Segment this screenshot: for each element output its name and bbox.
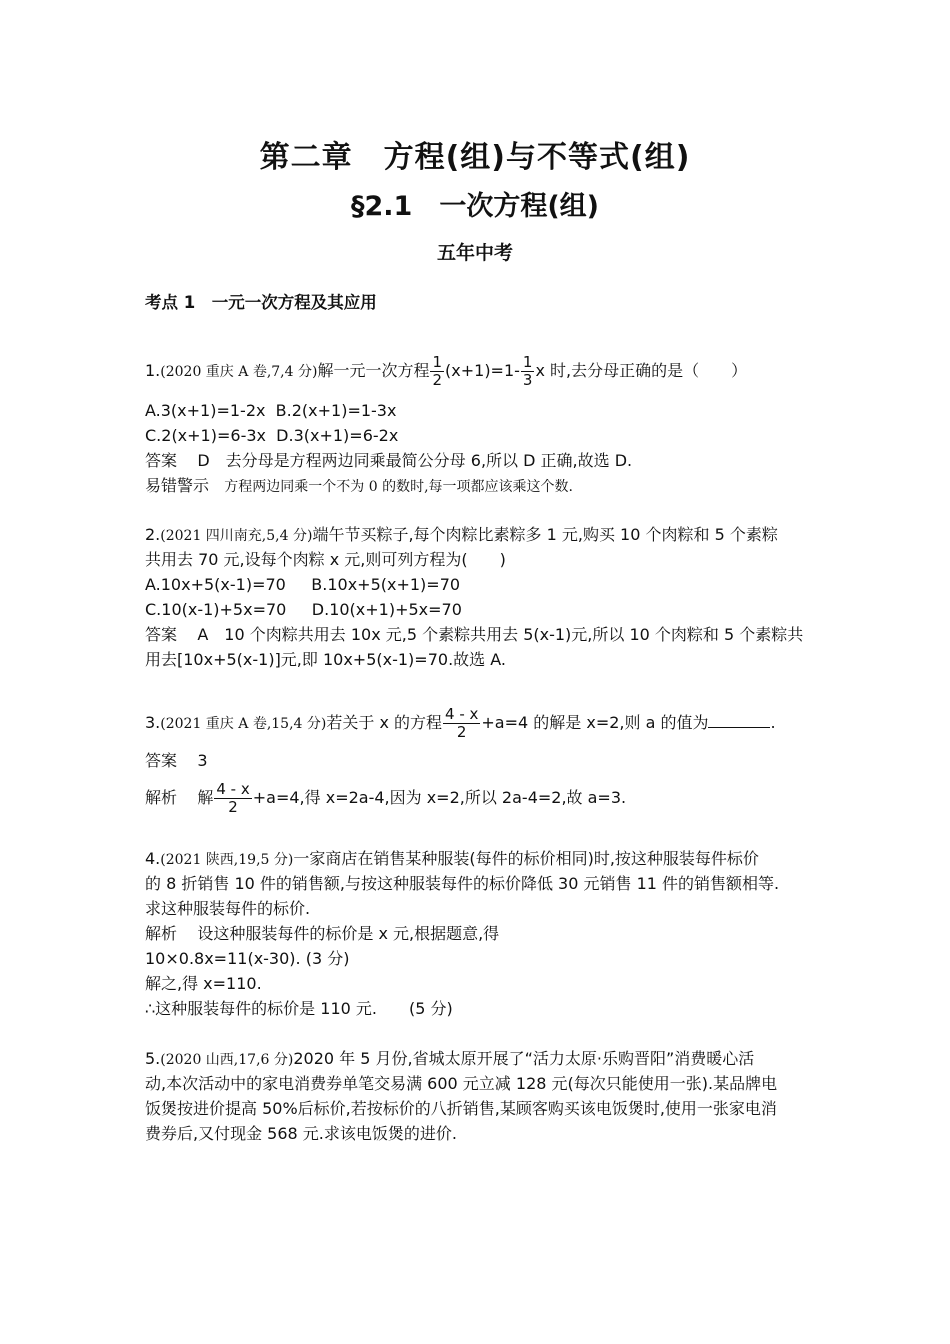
q1-fraction-1: $\frac{1}{2}$ (432, 353, 443, 389)
q2-stem-line-2: 共用去 70 元,设每个肉粽 x 元,则可列方程为( ) (145, 550, 506, 569)
q2-stem-line-1: 2.(2021 四川南充,5,4 分)端午节买粽子,每个肉粽比素粽多 1 元,购买 10 个肉粽和 5 个素粽 (145, 525, 778, 544)
q1-stem-mid: (x+1)=1- (445, 361, 520, 380)
q4-stem-line-3: 求这种服装每件的标价. (145, 899, 311, 918)
q1-stem-prefix: 解一元一次方程 (317, 361, 430, 380)
q2-option-a: A.10x+5(x-1)=70 (145, 575, 286, 594)
q3-analysis: 解析 解 $\frac{4 - x}{2}$ +a=4,得 x=2a-4,因为 x=2,所以 2a-4=2,故 a=3. (145, 780, 627, 816)
q1-option-c: C.2(x+1)=6-3x (145, 426, 266, 445)
q1-source: (2020 重庆 A 卷,7,4 分) (160, 364, 318, 380)
q5-stem-line-2: 动,本次活动中的家电消费券单笔交易满 600 元立减 128 元(每次只能使用一张).某品牌电 (145, 1074, 778, 1093)
q2-answer-line-1: 答案 A 10 个肉粽共用去 10x 元,5 个素粽共用去 5(x-1)元,所以 10 个肉粽和 5 个素粽共 (145, 625, 804, 644)
analysis-label: 解析 (145, 788, 178, 807)
q1-warning: 易错警示 方程两边同乘一个不为 0 的数时,每一项都应该乘这个数. (145, 476, 573, 495)
q2-option-b: B.10x+5(x+1)=70 (311, 575, 461, 594)
q2-options-row-2 (145, 599, 462, 621)
warning-label: 易错警示 (145, 476, 210, 495)
q5-stem-line-3: 饭煲按进价提高 50%后标价,若按标价的八折销售,某顾客购买该电饭煲时,使用一张家电消 (145, 1099, 777, 1118)
subsection-title: 五年中考 (436, 242, 513, 264)
q2-options-row-1 (145, 574, 460, 596)
q1-answer: 答案 D 去分母是方程两边同乘最简公分母 6,所以 D 正确,故选 D. (145, 451, 633, 470)
q4-source: (2021 陕西,19,5 分) (160, 852, 294, 868)
section-title: §2.1 一次方程(组) (350, 191, 599, 222)
q1-options-row-1 (145, 400, 396, 422)
q2-option-c: C.10(x-1)+5x=70 (145, 600, 287, 619)
q1-option-d: D.3(x+1)=6-2x (276, 426, 399, 445)
q1-stem-suffix: x 时,去分母正确的是（ ） (535, 361, 748, 380)
q4-analysis-line-4: ∴这种服装每件的标价是 110 元. (5 分) (145, 999, 453, 1018)
q4-analysis-line-3: 解之,得 x=110. (145, 974, 262, 993)
q3-analysis-fraction: $\frac{4 - x}{2}$ (216, 780, 250, 816)
q4-stem-line-1: 4.(2021 陕西,19,5 分)一家商店在销售某种服装(每件的标价相同)时,按这种服装每件标价 (145, 849, 759, 868)
chapter-title: 第二章 方程(组)与不等式(组) (259, 140, 691, 175)
q4-stem-line-2: 的 8 折销售 10 件的销售额,与按这种服装每件的标价降低 30 元销售 11 件的销售额相等. (145, 874, 780, 893)
q1-number: 1. (145, 361, 161, 380)
q3-fraction: $\frac{4 - x}{2}$ (445, 705, 479, 741)
q2-option-d: D.10(x+1)+5x=70 (311, 600, 462, 619)
q5-stem-line-1: 5.(2020 山西,17,6 分)2020 年 5 月份,省城太原开展了“活力太原·乐购晋阳”消费暖心活 (145, 1049, 755, 1068)
q1-stem (145, 355, 747, 388)
q1-options-row-2 (145, 425, 398, 447)
q5-source: (2020 山西,17,6 分) (160, 1052, 294, 1068)
q1-fraction-2: $\frac{1}{3}$ (522, 353, 533, 389)
q4-analysis-line-1: 解析 设这种服装每件的标价是 x 元,根据题意,得 (145, 924, 500, 943)
q5-stem-line-4: 费券后,又付现金 568 元.求该电饭煲的进价. (145, 1124, 457, 1143)
topic-heading: 考点 1 一元一次方程及其应用 (145, 293, 377, 312)
q2-answer-line-2: 用去[10x+5(x-1)]元,即 10x+5(x-1)=70.故选 A. (145, 650, 506, 669)
q3-answer-blank (708, 713, 770, 728)
answer-label: 答案 (145, 451, 178, 470)
q3-source: (2021 重庆 A 卷,15,4 分) (160, 716, 327, 732)
q4-analysis-line-2: 10×0.8x=11(x-30). (3 分) (145, 949, 350, 968)
q2-source: (2021 四川南充,5,4 分) (160, 528, 313, 544)
q3-stem: 3.(2021 重庆 A 卷,15,4 分)若关于 x 的方程 $\frac{4 - x}{2}$ +a=4 的解是 x=2,则 a 的值为 . (145, 705, 776, 741)
q3-answer: 答案 3 (145, 751, 208, 770)
q1-option-a: A.3(x+1)=1-2x (145, 401, 266, 420)
q1-option-b: B.2(x+1)=1-3x (275, 401, 397, 420)
